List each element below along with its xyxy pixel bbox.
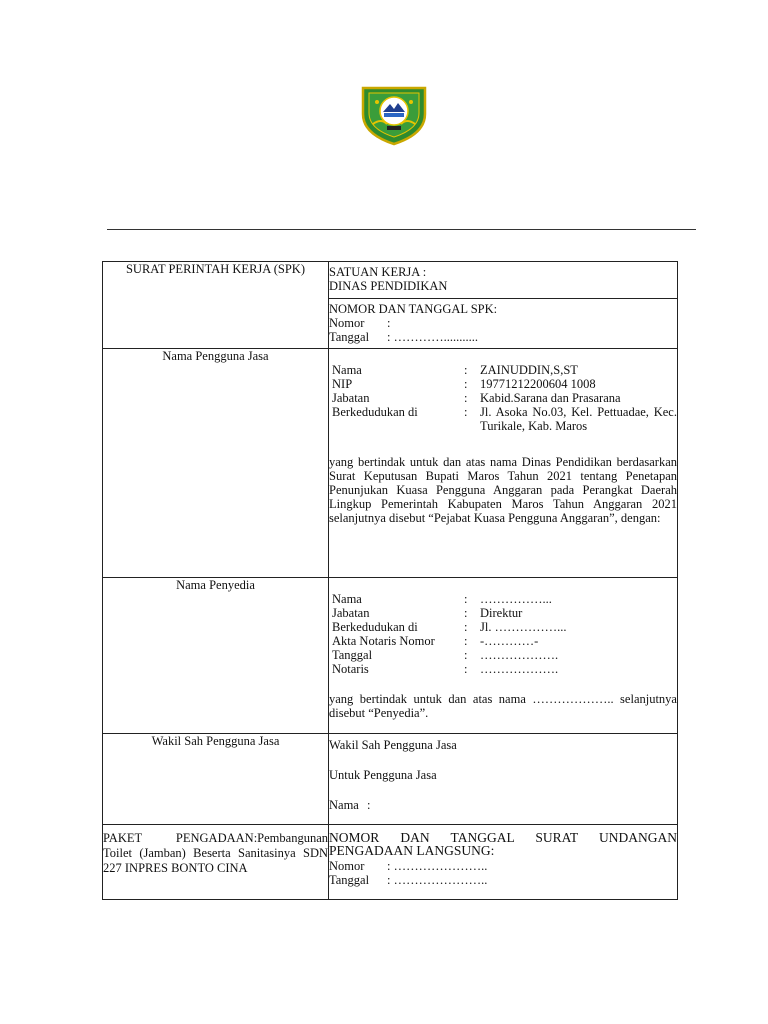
tanggal-value: : …………........... (387, 329, 478, 344)
penyedia-paragraph: yang bertindak untuk dan atas nama ……………….. selanjutnya disebut “Penyedia”. (329, 692, 677, 720)
field-label: Berkedudukan di (332, 620, 418, 634)
nomor-value: : (387, 315, 391, 330)
field-label: Akta Notaris Nomor (332, 634, 435, 648)
table-row (103, 349, 678, 578)
wakil-sah-detail-cell (329, 734, 678, 825)
table-row (103, 825, 678, 900)
penyedia-detail-cell (329, 578, 678, 734)
paket-pengadaan-cell (103, 825, 329, 900)
pengguna-jasa-detail-cell (329, 349, 678, 578)
field-label: Jabatan (332, 391, 370, 405)
field-value: 19771212200604 1008 (480, 377, 596, 391)
field-value: ………………. (480, 648, 559, 662)
regency-emblem-icon (359, 84, 429, 146)
table-row (103, 578, 678, 734)
nomor-spk-cell (329, 298, 678, 348)
satuan-kerja-cell (329, 262, 678, 299)
field-value: ………………. (480, 662, 559, 676)
penyedia-fields: Nama : ……………... Jabatan : Direktur Berkedudukan di : Jl. ……………... Akta Notaris Nomor : -…………- Tanggal : ………………. Notaris : ………………. (329, 592, 677, 676)
pengguna-jasa-label-cell (103, 349, 329, 578)
header-divider (107, 229, 696, 230)
undangan-header: NOMOR DAN TANGGAL SURAT UNDANGAN PENGADAAN LANGSUNG: (329, 830, 677, 858)
field-label: NIP (332, 377, 353, 391)
pengguna-jasa-fields: Nama : ZAINUDDIN,S,ST NIP : 19771212200604 1008 Jabatan : Kabid.Sarana dan Prasarana Berkedudukan di : Jl. Asoka No.03, Kel. Pettuadae, Kec. Turikale, Kab. Maros (332, 363, 677, 433)
nomor-label: Nomor (329, 315, 365, 330)
wakil-sah-label-cell (103, 734, 329, 825)
satuan-kerja-label: SATUAN KERJA : (329, 265, 427, 279)
field-label: Jabatan (332, 606, 370, 620)
undangan-cell (329, 825, 678, 900)
paket-pengadaan-label: PAKET PENGADAAN:Pembangunan Toilet (Jamban) Beserta Sanitasinya SDN 227 INPRES BONTO CINA (103, 831, 328, 875)
field-value: ……………... (480, 592, 552, 606)
spk-title: SURAT PERINTAH KERJA (SPK) (125, 262, 305, 276)
field-value: Jl. ……………... (480, 620, 567, 634)
field-label: Tanggal (332, 648, 373, 662)
wakil-nama-label: Nama (329, 798, 359, 812)
field-label: Nama (332, 592, 362, 606)
field-value: Jl. Asoka No.03, Kel. Pettuadae, Kec. Turikale, Kab. Maros (480, 405, 677, 433)
tanggal-label: Tanggal (329, 329, 370, 344)
wakil-sah-line: Wakil Sah Pengguna Jasa (329, 738, 457, 752)
penyedia-label: Nama Penyedia (176, 578, 255, 592)
wakil-nama-value: : (367, 798, 371, 812)
field-label: Notaris (332, 662, 369, 676)
table-row (103, 734, 678, 825)
table-row (103, 262, 678, 299)
undangan-nomor-label: Nomor (329, 859, 365, 873)
field-value: Kabid.Sarana dan Prasarana (480, 391, 621, 405)
field-label: Nama (332, 363, 362, 377)
undangan-tanggal-value: : ………………….. (387, 873, 488, 887)
undangan-nomor-value: : ………………….. (387, 859, 488, 873)
field-value: Direktur (480, 606, 523, 620)
field-label: Berkedudukan di (332, 405, 418, 419)
pengguna-jasa-label: Nama Pengguna Jasa (162, 349, 269, 363)
penyedia-label-cell (103, 578, 329, 734)
undangan-tanggal-label: Tanggal (329, 873, 370, 887)
spk-table (102, 261, 678, 900)
spk-title-cell (103, 262, 329, 349)
untuk-pengguna-line: Untuk Pengguna Jasa (329, 768, 437, 782)
wakil-sah-label: Wakil Sah Pengguna Jasa (151, 734, 280, 748)
nomor-spk-header: NOMOR DAN TANGGAL SPK: (329, 301, 498, 316)
field-value: ZAINUDDIN,S,ST (480, 363, 578, 377)
satuan-kerja-value: DINAS PENDIDIKAN (329, 279, 448, 293)
field-value: -…………- (480, 634, 539, 648)
pengguna-jasa-paragraph: yang bertindak untuk dan atas nama Dinas Pendidikan berdasarkan Surat Keputusan Bupati Maros Tahun 2021 tentang Penetapan Penunjukan Kuasa Pengguna Anggaran pada Perangkat Daerah Lingkup Pemerintah Kabupaten Maros Tahun Anggaran 2021 selanjutnya disebut “Pejabat Kuasa Pengguna Anggaran”, dengan: (329, 455, 677, 525)
